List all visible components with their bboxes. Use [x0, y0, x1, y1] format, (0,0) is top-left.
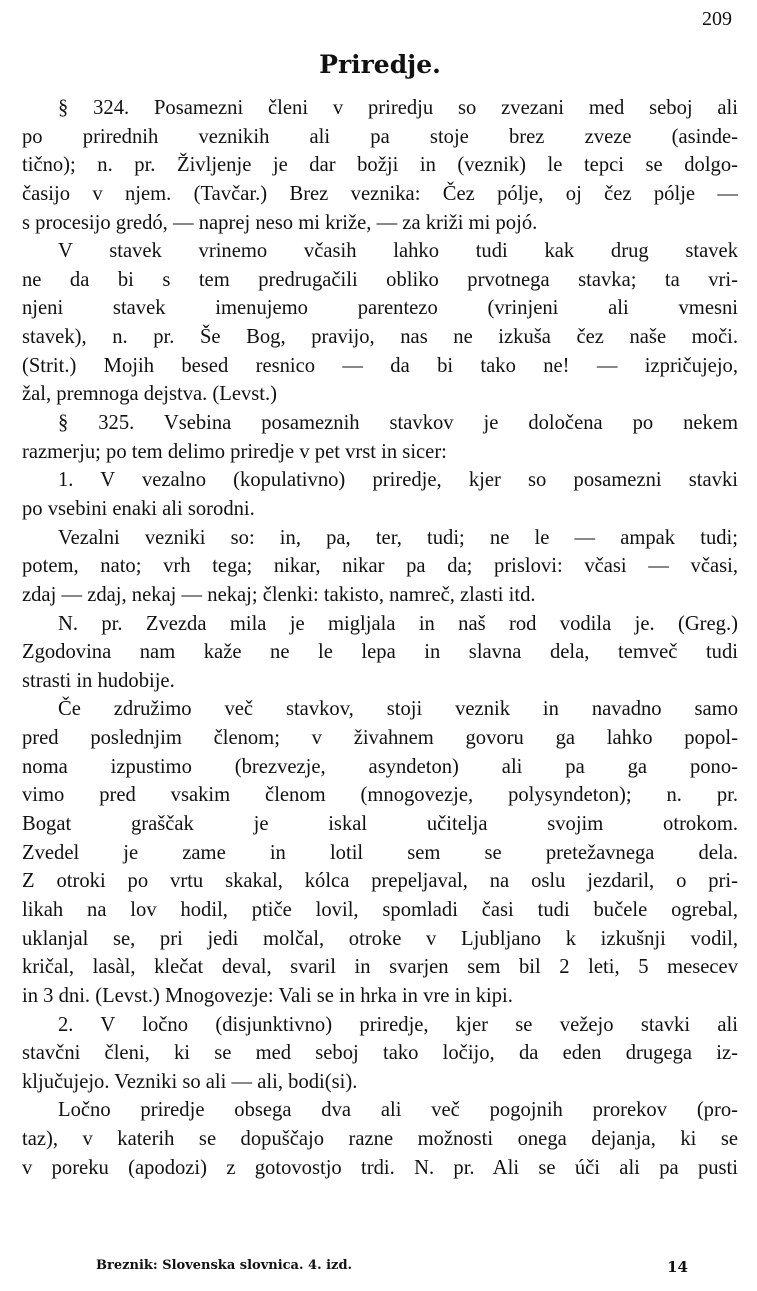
- footer-signature: 14: [667, 1258, 688, 1276]
- text-line: Vezalni vezniki so: in, pa, ter, tudi; ne le — ampak tudi;: [58, 526, 738, 549]
- book-page: [22, 0, 738, 1291]
- text-line: V stavek vrinemo včasih lahko tudi kak drug stavek: [58, 240, 738, 263]
- text-line: kričal, lasàl, klečat deval, svaril in svarjen sem bil 2 leti, 5 mesecev: [22, 956, 738, 979]
- text-line: 1. V vezalno (kopulativno) priredje, kjer so posamezni stavki: [58, 469, 738, 492]
- text-line: § 325. Vsebina posameznih stavkov je določena po nekem: [58, 412, 738, 435]
- text-line: N. pr. Zvezda mila je migljala in naš rod vodila je. (Greg.): [58, 612, 738, 635]
- text-line: noma izpustimo (brezvezje, asyndeton) ali pa ga pono-: [22, 755, 738, 778]
- text-line: v poreku (apodozi) z gotovostjo trdi. N. pr. Ali se úči ali pa pusti: [22, 1156, 738, 1179]
- text-line: vimo pred vsakim členom (mnogovezje, polysyndeton); n. pr.: [22, 784, 738, 807]
- text-line: Če združimo več stavkov, stoji veznik in navadno samo: [58, 698, 738, 721]
- text-line: potem, nato; vrh tega; nikar, nikar pa da; prislovi: včasi — včasi,: [22, 555, 738, 578]
- text-line: pred poslednjim členom; v živahnem govoru ga lahko popol-: [22, 727, 738, 750]
- text-line: razmerju; po tem delimo priredje v pet vrst in sicer:: [22, 440, 447, 463]
- text-line: s procesijo gredó, — naprej neso mi križe, — za križi mi pojó.: [22, 211, 538, 234]
- text-line: uklanjal se, pri jedi molčal, otroke v Ljubljano k izkušnji vodil,: [22, 927, 738, 950]
- text-line: zdaj — zdaj, nekaj — nekaj; členki: takisto, namreč, zlasti itd.: [22, 583, 536, 606]
- text-line: Z otroki po vrtu skakal, kólca prepeljaval, na oslu jezdaril, o pri-: [22, 870, 738, 893]
- text-line: in 3 dni. (Levst.) Mnogovezje: Vali se in hrka in vre in kipi.: [22, 984, 513, 1007]
- text-line: tično); n. pr. Življenje je dar božji in (veznik) le tepci se dolgo-: [22, 154, 738, 177]
- section-title: Priredje.: [319, 50, 441, 79]
- text-line: § 324. Posamezni členi v priredju so zvezani med seboj ali: [58, 97, 738, 119]
- page-number: 209: [702, 8, 732, 30]
- text-line: likah na lov hodil, ptiče lovil, spomladi časi tudi bučele ogrebal,: [22, 898, 738, 921]
- text-line: po prirednih veznikih ali pa stoje brez zveze (asinde-: [22, 125, 738, 148]
- text-line: njeni stavek imenujemo parentezo (vrinjeni ali vmesni: [22, 297, 738, 320]
- text-line: po vsebini enaki ali sorodni.: [22, 497, 255, 520]
- body-text: [22, 94, 738, 1182]
- text-line: ključujejo. Vezniki so ali — ali, bodi(si).: [22, 1070, 358, 1093]
- text-line: strasti in hudobije.: [22, 669, 175, 692]
- text-line: Zvedel je zame in lotil sem se pretežavnega dela.: [22, 841, 738, 864]
- text-line: 2. V ločno (disjunktivno) priredje, kjer se vežejo stavki ali: [58, 1013, 738, 1036]
- text-line: časijo v njem. (Tavčar.) Brez veznika: Čez pólje, oj čez pólje —: [22, 182, 738, 205]
- footer-source: Breznik: Slovenska slovnica. 4. izd.: [96, 1258, 353, 1273]
- text-line: stavčni členi, ki se med seboj tako ločijo, da eden drugega iz-: [22, 1042, 738, 1065]
- text-line: žal, premnoga dejstva. (Levst.): [22, 383, 278, 406]
- text-line: Bogat graščak je iskal učitelja svojim otrokom.: [22, 813, 738, 836]
- text-line: Zgodovina nam kaže ne le lepa in slavna dela, temveč tudi: [22, 641, 738, 664]
- text-line: (Strit.) Mojih besed resnico — da bi tako ne! — izpričujejo,: [22, 354, 738, 377]
- text-line: stavek), n. pr. Še Bog, pravijo, nas ne izkuša čez naše moči.: [22, 326, 738, 349]
- text-line: Ločno priredje obsega dva ali več pogojnih prorekov (pro-: [58, 1099, 738, 1122]
- text-line: ne da bi s tem predrugačili obliko prvotnega stavka; ta vri-: [22, 268, 738, 291]
- text-line: taz), v katerih se dopuščajo razne možnosti onega dejanja, ki se: [22, 1128, 738, 1151]
